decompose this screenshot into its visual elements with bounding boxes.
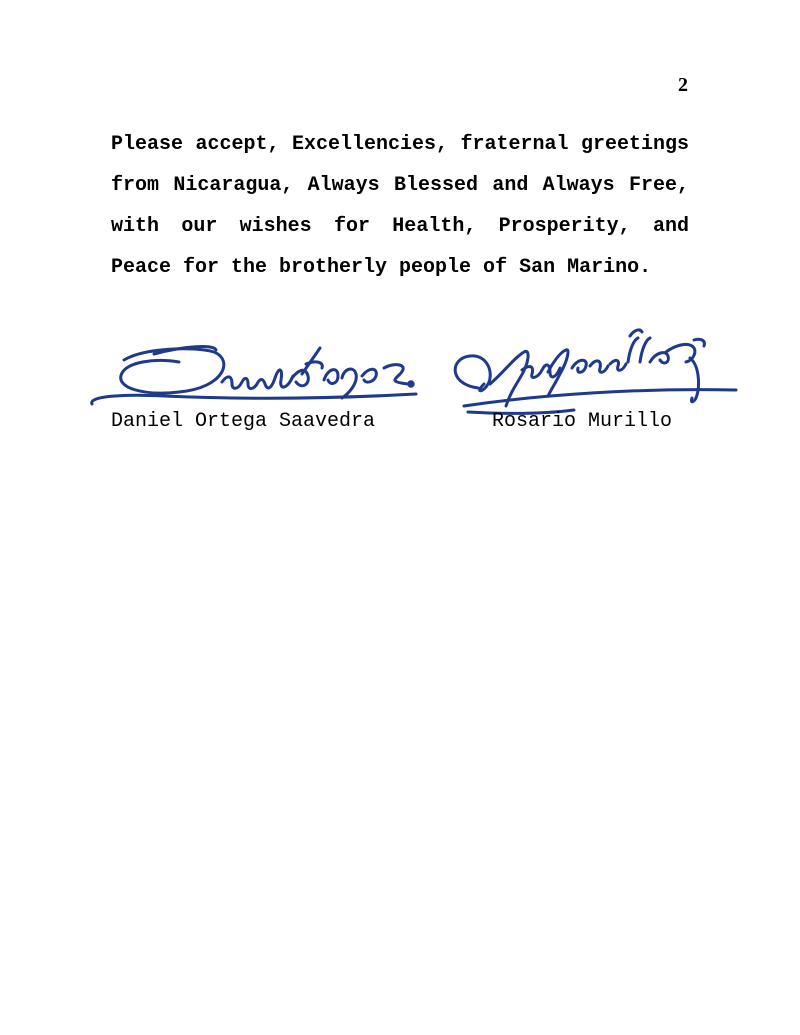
signer-name: Daniel Ortega Saavedra (111, 410, 376, 433)
closing-paragraph: Please accept, Excellencies, fraternal greetings from Nicaragua, Always Blessed and Always Free, with our wishes for Health, Prosperity, and Peace for the brotherly people of San Marino. (111, 133, 689, 279)
page-number: 2 (678, 74, 688, 96)
signature-ink (92, 347, 416, 404)
signer-name: Rosario Murillo (492, 410, 673, 433)
signature-ink (455, 330, 736, 413)
